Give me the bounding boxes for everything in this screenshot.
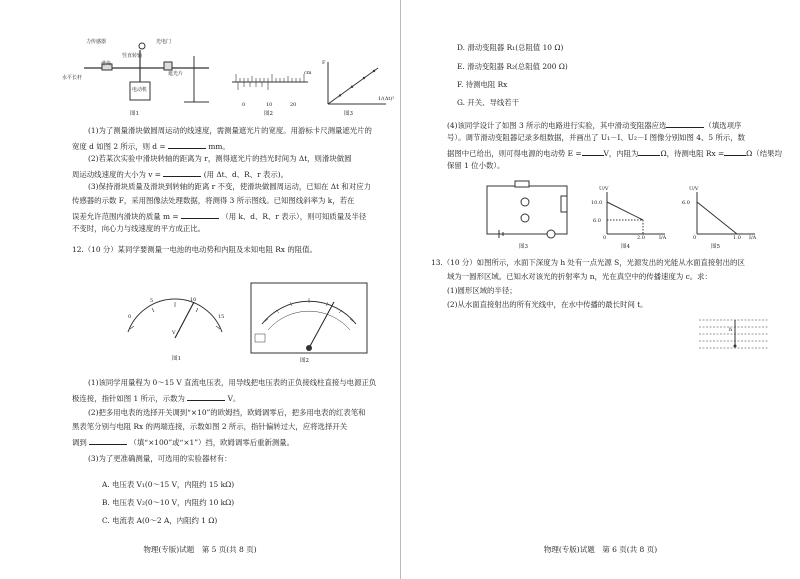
q12-option-b: B. 电压表 V₂(0～10 V，内阻约 10 kΩ)	[102, 498, 235, 507]
q12-option-e: E. 滑动变阻器 R₂(总阻值 200 Ω)	[457, 62, 568, 71]
q12-4-line2: 号）。调节滑动变阻器记录多组数据，并画出了 U₁－I、U₂－I 图像分别如图 4、5 所示，数	[447, 133, 745, 142]
q12-4-tail: （填选项序	[704, 121, 742, 130]
q12-4-line1	[447, 119, 741, 131]
q12-4-blank-1	[666, 119, 704, 128]
q13-part2: (2)从水面直接射出的所有光线中，在水中传播的最长时间 t。	[447, 300, 648, 309]
fig4-y-10: 10.0	[591, 200, 603, 206]
q12-1-line2	[72, 392, 240, 404]
q12-2-blank	[89, 436, 127, 445]
fig1-label-rod: 竖直转轴	[122, 53, 143, 59]
q11-3-line2: 传感器的示数 F，采用图像法处理数据，将测得 3 所示图线。已知图线斜率为 k，若在	[72, 196, 355, 205]
q11-3-line3	[72, 210, 366, 222]
q12-1-unit: V。	[227, 394, 241, 403]
q12-option-c: C. 电流表 A(0～2 A，内阻约 1 Ω)	[102, 516, 218, 525]
q11-3-text: 误差允许范围内滑块的质量 m =	[72, 212, 179, 221]
q13-part1: (1)圆形区域的半径；	[447, 286, 517, 295]
q12-2-line3	[72, 436, 294, 448]
q12-option-g: G. 开关、导线若干	[457, 98, 520, 107]
q12-option-a: A. 电压表 V₁(0～15 V，内阻约 15 kΩ)	[102, 480, 235, 489]
q11-1-blank	[168, 140, 206, 149]
fig4-x-0: 0	[603, 235, 607, 241]
fig1-apparatus	[64, 36, 214, 106]
fig2-tick-10: 10	[266, 102, 273, 108]
q12-2-line1: (2)把多用电表的选择开关调到“×10”的欧姆挡，欧姆调零后，把多用电表的红表笔和	[88, 408, 366, 417]
q13-line2: 域为一圆形区域。已知水对该光的折射率为 n，光在真空中的传播速度为 c。求：	[447, 272, 712, 281]
q11-2-line2	[72, 168, 288, 180]
q12-4-tail2: Ω（结果均	[746, 149, 782, 158]
m1-tick-15: 15	[218, 314, 225, 320]
q11-3-line1: (3)保持滑块质量及滑块到转轴的距离 r 不变，使滑块做圆周运动，已知在 Δt 和对应力	[88, 182, 371, 191]
q11-1-text: 宽度 d 如图 2 所示，则 d =	[72, 142, 166, 151]
q12-title: 12.（10 分）某同学要测量一电池的电动势和内阻及未知电阻 Rx 的阻值。	[72, 245, 317, 254]
m1-tick-10: 10	[190, 297, 197, 303]
left-footer: 物理(专版)试题 第 5 页(共 8 页)	[143, 545, 257, 554]
q12-1-line1: (1)该同学用量程为 0～15 V 直流电压表，用导线把电压表的正负接线柱直接与电源正负	[88, 378, 377, 387]
m1-tick-0: 0	[128, 314, 132, 320]
q12-fig2-caption: 图2	[300, 358, 309, 364]
q11-2-blank	[163, 168, 201, 177]
fig4-y-label: U/V	[599, 186, 609, 192]
q12-4-blank-2	[582, 147, 604, 156]
q12-option-f: F. 待测电阻 Rx	[457, 80, 508, 89]
fig2-unit: cm	[304, 70, 312, 76]
q12-fig1-caption: 图1	[172, 356, 181, 362]
right-fig3-circuit	[481, 178, 573, 240]
q11-2-line1: (2)若某次实验中滑块转轴的距离为 r，测得遮光片的挡光时间为 Δt，则滑块做圆	[88, 154, 352, 163]
q11-1-unit: mm。	[208, 142, 230, 151]
q12-4-r-text: V，内阻为	[603, 149, 639, 158]
fig1-label-slider: 滑块	[101, 61, 112, 67]
q12-4-line4: 保留 1 位小数）。	[447, 161, 505, 170]
m1-tick-5: 5	[150, 298, 154, 304]
q12-4-emf-text: 据图中已给出，则可得电源的电动势 E =	[447, 149, 582, 158]
fig2-caption: 图2	[264, 111, 273, 117]
q12-fig2-multimeter	[250, 282, 368, 354]
fig5-x-label: I/A	[749, 235, 757, 241]
q13-water-figure	[699, 318, 769, 354]
fig5-caption: 图5	[711, 244, 720, 250]
q12-2-line2: 黑表笔分别与电阻 Rx 的两端连接，示数如图 2 所示，指针偏转过大，应将选择开关	[72, 422, 348, 431]
fig1-label-base: 水平长杆	[62, 75, 83, 81]
q11-1-line1: (1)为了测量滑块做圆周运动的线速度，需测量遮光片的宽度。用游标卡尺测量遮光片的	[88, 126, 372, 135]
fig4-caption: 图4	[621, 244, 630, 250]
fig5-y-label: U/V	[689, 186, 699, 192]
fig4-x-label: I/A	[659, 235, 667, 241]
right-fig3-caption: 图3	[519, 244, 528, 250]
fig4-graph	[597, 190, 667, 240]
fig5-graph	[687, 190, 757, 240]
fig4-y-6: 6.0	[593, 218, 601, 224]
fig3-caption: 图3	[344, 111, 353, 117]
fig1-label-shade: 遮光片	[168, 71, 184, 77]
right-footer: 物理(专版)试题 第 6 页(共 8 页)	[543, 545, 658, 554]
fig5-x-0: 0	[693, 235, 697, 241]
fig1-label-gate: 光电门	[156, 39, 172, 45]
q11-3-line4: 不变时，向心力与线速度的平方成正比。	[72, 224, 206, 233]
q11-3-tail: （用 k、d、R、r 表示），则可知质量及半径	[221, 212, 367, 221]
q13-line1: 13.（10 分）如图所示，水面下深度为 h 处有一点光源 S，光源发出的光能从水面直接射出的区	[431, 258, 745, 267]
fig1-label-motor: 电动机	[132, 87, 148, 93]
q12-3-line1: (3)为了更准确测量，可选用的实验器材有：	[88, 454, 232, 463]
right-page	[400, 0, 800, 579]
q11-3-blank	[181, 210, 219, 219]
fig5-x-1: 1.0	[733, 235, 741, 241]
q11-2-text: 周运动线速度的大小为 v =	[72, 170, 161, 179]
q12-2-tail: （填“×100”或“×1”）挡，欧姆调零后重新测量。	[129, 438, 295, 447]
q12-2-text: 调到	[72, 438, 87, 447]
q13-h-label: h	[729, 327, 733, 333]
fig3-graph	[322, 60, 388, 110]
q12-4-text: (4)该同学设计了如图 3 所示的电路进行实验，其中滑动变阻器应选	[447, 121, 667, 130]
q11-2-tail: (用 Δt、d、R、r 表示)。	[203, 170, 289, 179]
fig4-x-2: 2.0	[637, 235, 645, 241]
q12-1-blank	[187, 392, 225, 401]
fig1-caption: 图1	[130, 111, 139, 117]
q11-1-line2	[72, 140, 230, 152]
m1-unit: V	[172, 330, 176, 336]
fig3-axis-x: 1/(Δt)²	[378, 96, 395, 102]
q12-1-text: 极连接，指针如图 1 所示，示数为	[72, 394, 185, 403]
q12-4-rx-text: Ω，待测电阻 Rx =	[660, 149, 725, 158]
fig1-label-sensor: 力传感器	[86, 39, 107, 45]
fig2-tick-20: 20	[290, 102, 297, 108]
q12-4-blank-4	[724, 147, 746, 156]
fig5-y-6: 6.0	[682, 200, 690, 206]
q12-option-d: D. 滑动变阻器 R₁(总阻值 10 Ω)	[457, 43, 564, 52]
fig3-axis-y: F	[322, 60, 326, 66]
fig2-caliper	[230, 62, 310, 102]
q12-4-blank-3	[638, 147, 660, 156]
fig2-tick-0: 0	[242, 102, 246, 108]
q12-4-line3	[447, 147, 782, 159]
